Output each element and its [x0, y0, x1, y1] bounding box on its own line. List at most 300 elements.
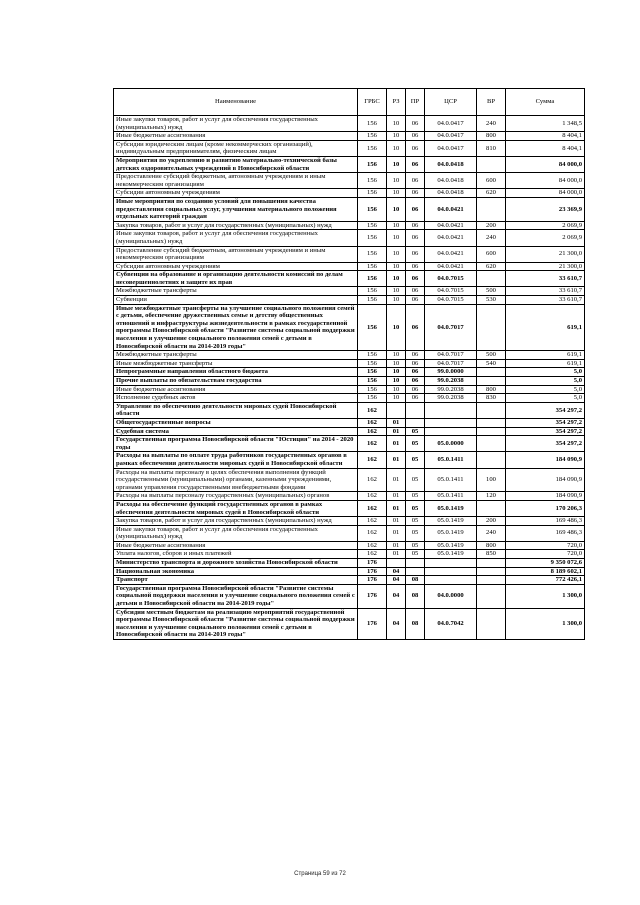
table-row — [114, 567, 585, 576]
cell-csr: 05.0.1419 — [425, 517, 477, 526]
cell-pr — [406, 567, 425, 576]
cell-sum: 720,0 — [506, 550, 585, 559]
cell-csr: 04.0.7015 — [425, 271, 477, 287]
cell-vr — [477, 608, 506, 639]
cell-vr — [477, 559, 506, 568]
cell-pr: 05 — [406, 550, 425, 559]
cell-rz: 10 — [387, 230, 406, 246]
table-header-row — [114, 89, 585, 116]
cell-name: Иные межбюджетные трансферты на улучшение социального положения семей с детьми, обеспечение дружественных семье и детству общественных отношений и инфраструктуры жизнедеятельности в рамках государственной программы Новосибирской области "Развитие системы социальной поддержки населения и улучшение социального положения семей с детьми в Новосибирской области на 2014-2019 годы" — [114, 304, 358, 351]
cell-csr: 04.0.0421 — [425, 197, 477, 221]
cell-csr: 04.0.0418 — [425, 173, 477, 189]
cell-vr — [477, 500, 506, 516]
cell-vr: 500 — [477, 287, 506, 296]
cell-sum: 354 297,2 — [506, 418, 585, 427]
cell-grbs: 156 — [358, 385, 387, 394]
cell-grbs: 156 — [358, 394, 387, 403]
cell-vr — [477, 436, 506, 452]
cell-vr — [477, 427, 506, 436]
cell-name: Субсидии местным бюджетам на реализацию мероприятий государственной программы Новосибирской области "Развитие системы социальной поддержки населения и улучшение социального положения семей с детьми в Новосибирской области на 2014-2019 годы" — [114, 608, 358, 639]
table-row — [114, 351, 585, 360]
cell-name: Межбюджетные трансферты — [114, 287, 358, 296]
cell-csr: 05.0.1411 — [425, 468, 477, 492]
cell-csr: 99.0.2038 — [425, 385, 477, 394]
cell-rz: 10 — [387, 271, 406, 287]
cell-pr: 06 — [406, 262, 425, 271]
cell-pr: 06 — [406, 385, 425, 394]
table-row — [114, 427, 585, 436]
cell-rz: 10 — [387, 296, 406, 305]
cell-csr: 04.0.7015 — [425, 287, 477, 296]
cell-sum: 84 000,0 — [506, 189, 585, 198]
cell-vr: 240 — [477, 525, 506, 541]
cell-name: Национальная экономика — [114, 567, 358, 576]
cell-sum: 1 300,0 — [506, 584, 585, 608]
cell-vr: 540 — [477, 359, 506, 368]
table-row — [114, 559, 585, 568]
cell-pr: 06 — [406, 271, 425, 287]
cell-grbs: 156 — [358, 351, 387, 360]
header-pr: ПР — [406, 89, 425, 116]
cell-name: Государственная программа Новосибирской области "Развитие системы социальной поддержки населения и улучшение социального положения семей с детьми в Новосибирской области на 2014-2019 годы" — [114, 584, 358, 608]
cell-rz: 10 — [387, 189, 406, 198]
cell-pr — [406, 559, 425, 568]
cell-grbs: 156 — [358, 116, 387, 132]
cell-csr: 04.0.0421 — [425, 246, 477, 262]
cell-vr: 120 — [477, 492, 506, 501]
cell-pr: 06 — [406, 173, 425, 189]
cell-name: Иные закупки товаров, работ и услуг для обеспечения государственных (муниципальных) нужд — [114, 230, 358, 246]
cell-name: Иные закупки товаров, работ и услуг для обеспечения государственных (муниципальных) нужд — [114, 525, 358, 541]
cell-sum: 5,0 — [506, 394, 585, 403]
cell-vr: 830 — [477, 394, 506, 403]
cell-pr — [406, 402, 425, 418]
cell-sum: 354 297,2 — [506, 402, 585, 418]
table-row — [114, 197, 585, 221]
cell-name: Расходы на выплаты персоналу в целях обеспечения выполнения функций государственными (муниципальными) органами, казенными учреждениями, органами управления государственными внебюджетными фондами — [114, 468, 358, 492]
cell-csr: 04.0.7017 — [425, 351, 477, 360]
cell-grbs: 156 — [358, 230, 387, 246]
cell-csr: 05.0.1411 — [425, 452, 477, 468]
cell-rz: 10 — [387, 377, 406, 386]
cell-rz — [387, 559, 406, 568]
cell-rz: 01 — [387, 418, 406, 427]
table-row — [114, 492, 585, 501]
cell-name: Межбюджетные трансферты — [114, 351, 358, 360]
cell-csr: 04.0.0418 — [425, 156, 477, 172]
cell-grbs: 162 — [358, 452, 387, 468]
cell-vr: 620 — [477, 262, 506, 271]
cell-rz: 10 — [387, 173, 406, 189]
cell-vr: 800 — [477, 132, 506, 141]
cell-sum: 23 369,9 — [506, 197, 585, 221]
cell-vr — [477, 304, 506, 351]
cell-grbs: 156 — [358, 304, 387, 351]
cell-rz: 10 — [387, 116, 406, 132]
cell-rz: 04 — [387, 608, 406, 639]
cell-sum: 84 000,0 — [506, 156, 585, 172]
cell-csr — [425, 427, 477, 436]
cell-csr: 05.0.1419 — [425, 541, 477, 550]
table-row — [114, 304, 585, 351]
cell-grbs: 162 — [358, 418, 387, 427]
cell-name: Иные мероприятия по созданию условий для повышения качества предоставления социальных услуг, улучшения материального положения отдельных категорий граждан — [114, 197, 358, 221]
table-row — [114, 271, 585, 287]
cell-rz: 04 — [387, 584, 406, 608]
cell-pr: 06 — [406, 116, 425, 132]
cell-grbs: 156 — [358, 368, 387, 377]
table-row — [114, 246, 585, 262]
cell-vr — [477, 584, 506, 608]
cell-vr — [477, 368, 506, 377]
cell-grbs: 156 — [358, 377, 387, 386]
cell-rz: 10 — [387, 287, 406, 296]
table-row — [114, 156, 585, 172]
cell-sum: 5,0 — [506, 385, 585, 394]
table-row — [114, 608, 585, 639]
cell-grbs: 156 — [358, 189, 387, 198]
cell-vr — [477, 402, 506, 418]
cell-vr: 800 — [477, 385, 506, 394]
cell-sum: 720,0 — [506, 541, 585, 550]
cell-pr: 05 — [406, 517, 425, 526]
table-row — [114, 576, 585, 585]
cell-pr: 06 — [406, 132, 425, 141]
cell-name: Иные закупки товаров, работ и услуг для обеспечения государственных (муниципальных) нужд — [114, 116, 358, 132]
table-row — [114, 452, 585, 468]
cell-vr: 600 — [477, 173, 506, 189]
cell-grbs: 176 — [358, 584, 387, 608]
cell-sum: 619,1 — [506, 359, 585, 368]
cell-pr: 05 — [406, 436, 425, 452]
cell-vr — [477, 197, 506, 221]
table-row — [114, 468, 585, 492]
table-row — [114, 230, 585, 246]
cell-rz: 10 — [387, 246, 406, 262]
cell-grbs: 156 — [358, 296, 387, 305]
cell-rz: 01 — [387, 492, 406, 501]
table-row — [114, 173, 585, 189]
cell-name: Государственная программа Новосибирской области "Юстиция" на 2014 - 2020 годы — [114, 436, 358, 452]
cell-name: Субвенции — [114, 296, 358, 305]
cell-grbs: 156 — [358, 140, 387, 156]
table-row — [114, 550, 585, 559]
table-row — [114, 517, 585, 526]
cell-vr: 530 — [477, 296, 506, 305]
cell-name: Уплата налогов, сборов и иных платежей — [114, 550, 358, 559]
cell-rz: 10 — [387, 368, 406, 377]
cell-name: Управление по обеспечению деятельности мировых судей Новосибирской области — [114, 402, 358, 418]
cell-sum: 170 206,3 — [506, 500, 585, 516]
cell-sum: 8 189 602,1 — [506, 567, 585, 576]
cell-rz: 01 — [387, 436, 406, 452]
cell-csr — [425, 567, 477, 576]
table-row — [114, 418, 585, 427]
cell-pr: 06 — [406, 368, 425, 377]
table-row — [114, 140, 585, 156]
cell-name: Субвенции на образование и организацию деятельности комиссий по делам несовершеннолетних и защите их прав — [114, 271, 358, 287]
cell-grbs: 156 — [358, 287, 387, 296]
cell-vr: 500 — [477, 351, 506, 360]
cell-vr — [477, 576, 506, 585]
cell-grbs: 156 — [358, 262, 387, 271]
cell-pr: 06 — [406, 351, 425, 360]
cell-rz: 01 — [387, 468, 406, 492]
cell-vr: 620 — [477, 189, 506, 198]
cell-sum: 33 610,7 — [506, 287, 585, 296]
cell-vr: 100 — [477, 468, 506, 492]
table-row — [114, 287, 585, 296]
cell-pr: 06 — [406, 246, 425, 262]
header-rz: РЗ — [387, 89, 406, 116]
cell-sum: 1 300,0 — [506, 608, 585, 639]
budget-table — [113, 88, 585, 640]
cell-name: Расходы на обеспечение функций государственных органов в рамках обеспечения деятельности мировых судей в Новосибирской области — [114, 500, 358, 516]
cell-csr: 99.0.0000 — [425, 368, 477, 377]
cell-name: Закупка товаров, работ и услуг для государственных (муниципальных) нужд — [114, 517, 358, 526]
cell-rz: 10 — [387, 156, 406, 172]
cell-sum: 5,0 — [506, 368, 585, 377]
cell-rz — [387, 402, 406, 418]
cell-csr: 04.0.7015 — [425, 296, 477, 305]
cell-rz: 10 — [387, 221, 406, 230]
cell-vr — [477, 567, 506, 576]
cell-name: Общегосударственные вопросы — [114, 418, 358, 427]
cell-csr: 04.0.7017 — [425, 359, 477, 368]
cell-csr — [425, 559, 477, 568]
table-row — [114, 262, 585, 271]
cell-rz: 10 — [387, 351, 406, 360]
cell-vr: 200 — [477, 517, 506, 526]
table-row — [114, 584, 585, 608]
header-csr: ЦСР — [425, 89, 477, 116]
cell-csr: 04.0.0000 — [425, 584, 477, 608]
cell-pr: 06 — [406, 230, 425, 246]
cell-pr: 06 — [406, 296, 425, 305]
cell-pr: 05 — [406, 500, 425, 516]
table-row — [114, 385, 585, 394]
cell-sum: 5,0 — [506, 377, 585, 386]
cell-rz: 01 — [387, 541, 406, 550]
cell-sum: 1 348,5 — [506, 116, 585, 132]
table-row — [114, 116, 585, 132]
cell-pr: 06 — [406, 394, 425, 403]
cell-grbs: 156 — [358, 156, 387, 172]
cell-pr: 06 — [406, 304, 425, 351]
cell-grbs: 156 — [358, 132, 387, 141]
cell-name: Предоставление субсидий бюджетным, автономным учреждениям и иным некоммерческим организациям — [114, 246, 358, 262]
cell-grbs: 156 — [358, 221, 387, 230]
cell-vr — [477, 452, 506, 468]
cell-grbs: 156 — [358, 173, 387, 189]
cell-pr: 06 — [406, 287, 425, 296]
cell-grbs: 156 — [358, 246, 387, 262]
cell-rz: 10 — [387, 197, 406, 221]
cell-pr: 06 — [406, 377, 425, 386]
cell-name: Министерство транспорта и дорожного хозяйства Новосибирской области — [114, 559, 358, 568]
table-row — [114, 500, 585, 516]
header-sum: Сумма — [506, 89, 585, 116]
cell-grbs: 156 — [358, 359, 387, 368]
cell-grbs: 162 — [358, 402, 387, 418]
table-row — [114, 541, 585, 550]
cell-csr: 04.0.0417 — [425, 132, 477, 141]
cell-name: Иные бюджетные ассигнования — [114, 132, 358, 141]
cell-csr — [425, 402, 477, 418]
cell-name: Исполнение судебных актов — [114, 394, 358, 403]
cell-sum: 619,1 — [506, 304, 585, 351]
cell-sum: 184 090,9 — [506, 452, 585, 468]
cell-rz: 01 — [387, 550, 406, 559]
cell-name: Субсидии автономным учреждениям — [114, 189, 358, 198]
page-number: Страница 59 из 72 — [294, 871, 346, 877]
cell-name: Предоставление субсидий бюджетным, автономным учреждениям и иным некоммерческим организациям — [114, 173, 358, 189]
cell-vr: 800 — [477, 541, 506, 550]
cell-rz: 01 — [387, 500, 406, 516]
header-name: Наименование — [114, 89, 358, 116]
cell-grbs: 176 — [358, 567, 387, 576]
cell-rz: 10 — [387, 132, 406, 141]
cell-grbs: 162 — [358, 427, 387, 436]
table-row — [114, 221, 585, 230]
cell-name: Субсидии юридическим лицам (кроме некоммерческих организаций), индивидуальным предпринимателям, физическим лицам — [114, 140, 358, 156]
cell-pr: 06 — [406, 156, 425, 172]
cell-vr — [477, 271, 506, 287]
cell-sum: 354 297,2 — [506, 436, 585, 452]
cell-pr: 05 — [406, 452, 425, 468]
cell-csr: 99.0.2038 — [425, 394, 477, 403]
cell-csr: 05.0.1419 — [425, 550, 477, 559]
cell-sum: 21 300,0 — [506, 262, 585, 271]
cell-csr: 05.0.1419 — [425, 500, 477, 516]
cell-name: Прочие выплаты по обязательствам государства — [114, 377, 358, 386]
cell-vr: 240 — [477, 116, 506, 132]
cell-vr — [477, 156, 506, 172]
cell-grbs: 176 — [358, 576, 387, 585]
cell-csr: 05.0.1419 — [425, 525, 477, 541]
cell-vr — [477, 418, 506, 427]
cell-rz: 01 — [387, 452, 406, 468]
cell-csr — [425, 576, 477, 585]
table-row — [114, 368, 585, 377]
cell-name: Непрограммные направления областного бюджета — [114, 368, 358, 377]
cell-sum: 33 610,7 — [506, 271, 585, 287]
table-row — [114, 436, 585, 452]
cell-rz: 10 — [387, 140, 406, 156]
cell-sum: 169 486,3 — [506, 517, 585, 526]
cell-name: Расходы на выплаты по оплате труда работников государственных органов в рамках обеспечения деятельности мировых судей в Новосибирской области — [114, 452, 358, 468]
cell-csr: 05.0.0000 — [425, 436, 477, 452]
cell-vr — [477, 377, 506, 386]
cell-pr: 05 — [406, 468, 425, 492]
cell-grbs: 162 — [358, 492, 387, 501]
cell-grbs: 162 — [358, 517, 387, 526]
table-row — [114, 359, 585, 368]
cell-csr: 99.0.2038 — [425, 377, 477, 386]
cell-grbs: 176 — [358, 608, 387, 639]
table-row — [114, 189, 585, 198]
cell-sum: 21 300,0 — [506, 246, 585, 262]
cell-name: Расходы на выплаты персоналу государственных (муниципальных) органов — [114, 492, 358, 501]
cell-csr: 04.0.7042 — [425, 608, 477, 639]
cell-grbs: 176 — [358, 559, 387, 568]
cell-name: Иные бюджетные ассигнования — [114, 385, 358, 394]
cell-rz: 10 — [387, 385, 406, 394]
cell-rz: 01 — [387, 517, 406, 526]
cell-grbs: 156 — [358, 197, 387, 221]
cell-pr: 06 — [406, 221, 425, 230]
cell-pr: 06 — [406, 140, 425, 156]
cell-pr: 08 — [406, 608, 425, 639]
cell-pr — [406, 418, 425, 427]
cell-pr: 06 — [406, 197, 425, 221]
cell-sum: 8 404,1 — [506, 140, 585, 156]
cell-rz: 04 — [387, 567, 406, 576]
cell-name: Мероприятия по укреплению и развитию материально-технической базы детских оздоровительных учреждений в Новосибирской области — [114, 156, 358, 172]
budget-table-container — [113, 88, 584, 640]
cell-csr — [425, 418, 477, 427]
cell-csr: 04.0.0421 — [425, 230, 477, 246]
cell-pr: 05 — [406, 492, 425, 501]
cell-sum: 169 486,3 — [506, 525, 585, 541]
cell-vr: 600 — [477, 246, 506, 262]
table-row — [114, 525, 585, 541]
table-body — [114, 116, 585, 640]
cell-rz: 10 — [387, 304, 406, 351]
cell-sum: 8 404,1 — [506, 132, 585, 141]
cell-pr: 06 — [406, 189, 425, 198]
cell-rz: 01 — [387, 427, 406, 436]
cell-sum: 354 297,2 — [506, 427, 585, 436]
table-row — [114, 296, 585, 305]
cell-rz: 10 — [387, 359, 406, 368]
table-row — [114, 394, 585, 403]
cell-name: Судебная система — [114, 427, 358, 436]
cell-rz: 01 — [387, 525, 406, 541]
header-vr: ВР — [477, 89, 506, 116]
cell-name: Иные бюджетные ассигнования — [114, 541, 358, 550]
cell-grbs: 162 — [358, 436, 387, 452]
cell-name: Закупка товаров, работ и услуг для государственных (муниципальных) нужд — [114, 221, 358, 230]
cell-csr: 04.0.0417 — [425, 140, 477, 156]
cell-grbs: 162 — [358, 550, 387, 559]
cell-csr: 05.0.1411 — [425, 492, 477, 501]
cell-sum: 84 000,0 — [506, 173, 585, 189]
cell-sum: 2 069,9 — [506, 230, 585, 246]
cell-vr: 200 — [477, 221, 506, 230]
cell-grbs: 156 — [358, 271, 387, 287]
cell-sum: 33 610,7 — [506, 296, 585, 305]
cell-grbs: 162 — [358, 468, 387, 492]
header-grbs: ГРБС — [358, 89, 387, 116]
cell-csr: 04.0.0417 — [425, 116, 477, 132]
cell-csr: 04.0.0418 — [425, 189, 477, 198]
cell-rz: 04 — [387, 576, 406, 585]
cell-rz: 10 — [387, 262, 406, 271]
cell-csr: 04.0.0421 — [425, 262, 477, 271]
cell-sum: 184 090,9 — [506, 468, 585, 492]
cell-sum: 772 426,1 — [506, 576, 585, 585]
cell-name: Транспорт — [114, 576, 358, 585]
cell-pr: 08 — [406, 584, 425, 608]
table-row — [114, 132, 585, 141]
cell-grbs: 162 — [358, 500, 387, 516]
table-row — [114, 402, 585, 418]
cell-grbs: 162 — [358, 525, 387, 541]
cell-pr: 08 — [406, 576, 425, 585]
cell-sum: 184 090,9 — [506, 492, 585, 501]
cell-pr: 05 — [406, 525, 425, 541]
